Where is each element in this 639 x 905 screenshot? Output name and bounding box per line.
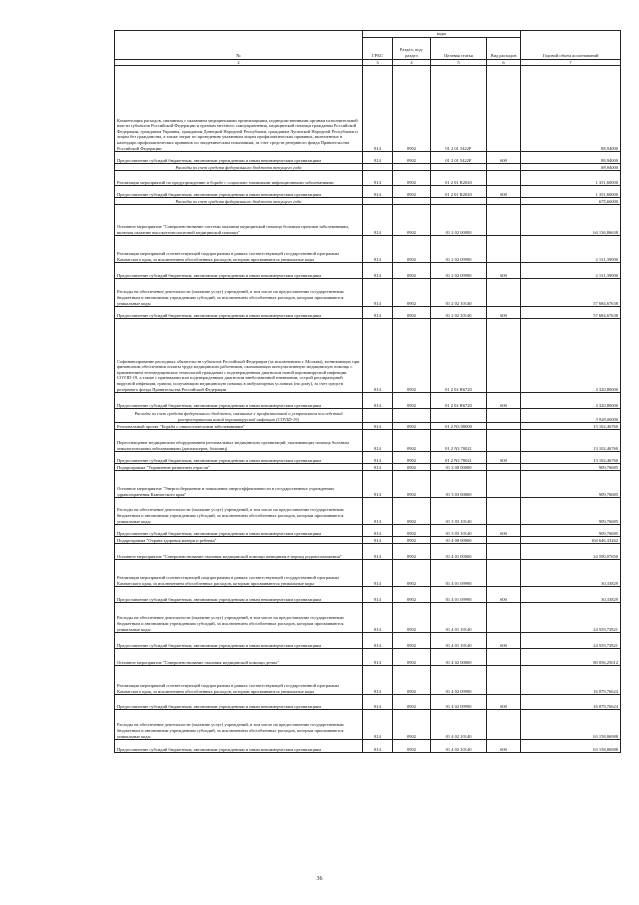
row-razdel: 0902 (393, 205, 431, 236)
row-target-article: 01 2 01 5422F (431, 66, 487, 152)
row-target-article: 01 2 N3 70021 (431, 430, 487, 452)
row-grbs: 814 (363, 452, 393, 464)
row-razdel: 0902 (393, 695, 431, 710)
row-target-article: 01 2 02 10140 (431, 279, 487, 307)
table-row (115, 319, 621, 393)
table-row (115, 409, 621, 423)
row-amount: 88,94000 (521, 164, 621, 171)
header-razdel: Раздел, под- раздел (393, 37, 431, 59)
row-razdel: 0902 (393, 587, 431, 603)
row-amount: 63 158,86988 (521, 710, 621, 740)
row-target-article: 01 2 N3 70021 (431, 452, 487, 464)
row-name: Предоставление субсидий бюджетным, автономным учреждениям и иным некоммерческим организациям (115, 393, 363, 409)
row-name: Компенсация расходов, связанных с оказанием медицинскими организациями, подведомственными органам исполнительной власти субъектов Российской Федерации и органам местного самоуправления, медицинской помощи гражданам Российской Федерации, гражданам Украины, гражданам Донецкой Народной Республики, гражданам Луганской Народной Республики и лицам без гражданства, а также затрат по проведению указанным лицам профилактических прививок, включенных в календарь профилактических прививок по эпидемическим показаниям, за счет средств резервного фонда Правительства Российской Федерации (115, 66, 363, 152)
row-grbs: 814 (363, 307, 393, 319)
table-row (115, 205, 621, 236)
row-expense-type: 600 (487, 263, 521, 279)
row-target-article: 01 4 02 10140 (431, 740, 487, 753)
row-target-article: 01 3 03 00000 (431, 471, 487, 498)
row-razdel (393, 198, 431, 205)
row-expense-type (487, 430, 521, 452)
table-row (115, 307, 621, 319)
row-grbs: 814 (363, 464, 393, 471)
header-target-article: Целевая статья (431, 37, 487, 59)
row-razdel: 0902 (393, 525, 431, 537)
row-razdel (393, 164, 431, 171)
row-razdel: 0902 (393, 471, 431, 498)
header-number-6: 6 (487, 59, 521, 66)
row-name: Подпрограмма "Управление развитием отрасли" (115, 464, 363, 471)
header-codes: коды (363, 31, 521, 38)
row-grbs: 814 (363, 471, 393, 498)
row-grbs: 814 (363, 236, 393, 263)
table-row (115, 186, 621, 198)
row-grbs: 814 (363, 152, 393, 164)
row-grbs (363, 409, 393, 423)
row-razdel: 0902 (393, 544, 431, 560)
row-expense-type (487, 319, 521, 393)
row-expense-type: 600 (487, 186, 521, 198)
row-target-article: 01 4 01 09990 (431, 560, 487, 587)
row-expense-type (487, 537, 521, 544)
row-name: Реализация мероприятий соответствующей подпрограммы в рамках соответствующей государственной программы Камчатского края, за исключением обособленных расходов, которым присваиваются уникальные коды (115, 560, 363, 587)
row-target-article: 01 2 02 R6720 (431, 393, 487, 409)
row-razdel: 0902 (393, 498, 431, 525)
row-name: Переоснащение медицинским оборудованием региональных медицинских организаций, оказывающих помощь больным онкологическими заболеваниями (диспансеров, больниц) (115, 430, 363, 452)
header-amount: Годовой объем ассигнований (521, 31, 621, 60)
row-expense-type (487, 198, 521, 205)
row-target-article: 01 2 01 R2020 (431, 186, 487, 198)
row-razdel: 0902 (393, 633, 431, 649)
row-grbs: 814 (363, 544, 393, 560)
row-target-article: 01 4 02 09990 (431, 666, 487, 695)
row-expense-type: 600 (487, 307, 521, 319)
row-expense-type (487, 498, 521, 525)
table-row (115, 464, 621, 471)
row-target-article (431, 409, 487, 423)
row-amount: 24 590,07650 (521, 544, 621, 560)
row-grbs: 814 (363, 740, 393, 753)
table-row (115, 537, 621, 544)
row-amount: 13 102,46760 (521, 423, 621, 430)
row-razdel: 0902 (393, 452, 431, 464)
row-expense-type (487, 171, 521, 186)
row-grbs: 814 (363, 603, 393, 633)
header-number-1: 2 (115, 59, 363, 66)
table-row (115, 695, 621, 710)
row-name: Расходы за счет средств федерального бюджета текущего года (115, 198, 363, 205)
row-amount: 13 102,46760 (521, 430, 621, 452)
table-row (115, 236, 621, 263)
row-grbs: 814 (363, 186, 393, 198)
row-grbs: 814 (363, 498, 393, 525)
table-row (115, 152, 621, 164)
row-amount: 909,76685 (521, 464, 621, 471)
row-amount: 16 879,76624 (521, 695, 621, 710)
row-target-article: 01 4 02 00000 (431, 649, 487, 666)
row-grbs: 814 (363, 666, 393, 695)
row-name: Предоставление субсидий бюджетным, автономным учреждениям и иным некоммерческим организациям (115, 740, 363, 753)
row-amount: 57 684,67638 (521, 307, 621, 319)
row-name: Основное мероприятие "Совершенствование оказания медицинской помощи женщинам в период родовспоможения" (115, 544, 363, 560)
row-amount: 909,76685 (521, 498, 621, 525)
table-row (115, 171, 621, 186)
row-name: Расходы на обеспечение деятельности (оказание услуг) учреждений, в том числе на предоставление государственным бюджетным и автономным учреждениям субсидий, за исключением обособленных расходов, которым присваиваются уникальные коды (115, 710, 363, 740)
row-grbs: 814 (363, 171, 393, 186)
row-expense-type (487, 603, 521, 633)
table-row (115, 393, 621, 409)
header-no: № (115, 31, 363, 60)
row-amount: 2 131,39000 (521, 263, 621, 279)
row-name: Расходы за счет средств федерального бюджета, связанные с профилактикой и устранением последствий распространения новой коронавирусной инфекции (COVID-19) (115, 409, 363, 423)
row-target-article: 01 4 01 09990 (431, 587, 487, 603)
table-row (115, 66, 621, 152)
table-row (115, 198, 621, 205)
row-grbs: 814 (363, 279, 393, 307)
row-amount: 13 102,46760 (521, 452, 621, 464)
row-name: Региональный проект "Борьба с онкологическими заболеваниями" (115, 423, 363, 430)
row-grbs: 814 (363, 560, 393, 587)
row-name: Реализация мероприятий по предупреждению и борьбе с социально значимыми инфекционными заболеваниями (115, 171, 363, 186)
row-name: Предоставление субсидий бюджетным, автономным учреждениям и иным некоммерческим организациям (115, 307, 363, 319)
row-razdel: 0902 (393, 307, 431, 319)
row-name: Предоставление субсидий бюджетным, автономным учреждениям и иным некоммерческим организациям (115, 587, 363, 603)
header-expense-type: Вид расходов (487, 37, 521, 59)
row-grbs: 814 (363, 587, 393, 603)
row-target-article: 01 4 02 09990 (431, 695, 487, 710)
row-name: Предоставление субсидий бюджетным, автономным учреждениям и иным некоммерческим организациям (115, 452, 363, 464)
row-name: Предоставление субсидий бюджетным, автономным учреждениям и иным некоммерческим организациям (115, 695, 363, 710)
row-razdel: 0902 (393, 279, 431, 307)
table-row (115, 471, 621, 498)
row-amount: 63 158,86988 (521, 740, 621, 753)
row-expense-type: 600 (487, 740, 521, 753)
row-razdel: 0902 (393, 710, 431, 740)
row-razdel: 0902 (393, 464, 431, 471)
header-number-5: 5 (431, 59, 487, 66)
row-amount: 24 559,73821 (521, 603, 621, 633)
budget-table (114, 30, 621, 753)
row-name: Расходы на обеспечение деятельности (оказание услуг) учреждений, в том числе на предоставление государственным бюджетным и автономным учреждениям субсидий, за исключением обособленных расходов, которым присваиваются уникальные коды (115, 498, 363, 525)
row-amount: 1 351,60000 (521, 171, 621, 186)
row-amount: 30,33829 (521, 560, 621, 587)
row-razdel: 0902 (393, 649, 431, 666)
row-target-article: 01 4 01 00000 (431, 544, 487, 560)
row-expense-type (487, 471, 521, 498)
row-target-article: 01 3 03 10140 (431, 525, 487, 537)
table-row (115, 710, 621, 740)
row-target-article: 01 2 02 09990 (431, 263, 487, 279)
row-amount: 4 320,80000 (521, 393, 621, 409)
row-razdel: 0902 (393, 603, 431, 633)
row-target-article: 01 2 02 00000 (431, 205, 487, 236)
row-expense-type: 600 (487, 587, 521, 603)
table-header (115, 31, 621, 66)
row-grbs: 814 (363, 263, 393, 279)
table-row (115, 430, 621, 452)
row-target-article: 01 4 01 10140 (431, 603, 487, 633)
row-amount: 909,76685 (521, 471, 621, 498)
row-razdel: 0902 (393, 537, 431, 544)
row-expense-type: 600 (487, 633, 521, 649)
row-razdel: 0902 (393, 186, 431, 198)
row-amount: 4 320,80000 (521, 319, 621, 393)
table-row (115, 498, 621, 525)
row-grbs: 814 (363, 633, 393, 649)
header-number-4: 4 (393, 59, 431, 66)
row-name: Расходы на обеспечение деятельности (оказание услуг) учреждений, в том числе на предоставление государственным бюджетным и автономным учреждениям субсидий, за исключением обособленных расходов, которым присваиваются уникальные коды (115, 279, 363, 307)
row-grbs: 814 (363, 649, 393, 666)
row-expense-type (487, 423, 521, 430)
row-amount: 88,94000 (521, 152, 621, 164)
row-name: Предоставление субсидий бюджетным, автономным учреждениям и иным некоммерческим организациям (115, 152, 363, 164)
row-expense-type (487, 205, 521, 236)
page-number: 36 (316, 876, 323, 882)
row-target-article: 01 2 01 5422F (431, 152, 487, 164)
row-expense-type: 600 (487, 393, 521, 409)
row-expense-type (487, 409, 521, 423)
row-amount: 64 136,86638 (521, 205, 621, 236)
row-amount: 909,76685 (521, 525, 621, 537)
table-row (115, 666, 621, 695)
row-target-article: 01 2 01 R2020 (431, 171, 487, 186)
row-expense-type (487, 66, 521, 152)
row-grbs: 814 (363, 710, 393, 740)
row-expense-type: 600 (487, 525, 521, 537)
row-razdel: 0902 (393, 393, 431, 409)
row-amount: 30,33829 (521, 587, 621, 603)
row-grbs: 814 (363, 205, 393, 236)
row-expense-type (487, 464, 521, 471)
row-razdel: 0902 (393, 740, 431, 753)
row-expense-type: 600 (487, 152, 521, 164)
table-row (115, 263, 621, 279)
row-razdel: 0902 (393, 171, 431, 186)
table-row (115, 423, 621, 430)
row-razdel (393, 409, 431, 423)
row-name: Расходы на обеспечение деятельности (оказание услуг) учреждений, в том числе на предоставление государственным бюджетным и автономным учреждениям субсидий, за исключением обособленных расходов, которым присваиваются уникальные коды (115, 603, 363, 633)
table-row (115, 740, 621, 753)
row-grbs: 814 (363, 423, 393, 430)
row-razdel: 0902 (393, 423, 431, 430)
table-row (115, 279, 621, 307)
row-expense-type (487, 236, 521, 263)
row-name: Предоставление субсидий бюджетным, автономным учреждениям и иным некоммерческим организациям (115, 633, 363, 649)
row-expense-type (487, 666, 521, 695)
row-expense-type (487, 560, 521, 587)
row-expense-type (487, 649, 521, 666)
header-number-7: 7 (521, 59, 621, 66)
row-grbs: 814 (363, 430, 393, 452)
row-name: Реализация мероприятий соответствующей подпрограммы в рамках соответствующей государственной программы Камчатского края, за исключением обособленных расходов, которым присваиваются уникальные коды (115, 666, 363, 695)
table-row (115, 633, 621, 649)
row-expense-type (487, 710, 521, 740)
row-razdel: 0902 (393, 560, 431, 587)
row-expense-type (487, 279, 521, 307)
table-body (115, 66, 621, 753)
row-razdel: 0902 (393, 263, 431, 279)
row-amount: 2 131,39000 (521, 236, 621, 263)
row-name: Основное мероприятие "Энергосбережение и повышение энергоэффективности в государственных учреждениях здравоохранения Камчатского края" (115, 471, 363, 498)
row-target-article: 01 2 02 09990 (431, 236, 487, 263)
row-amount: 1 351,60000 (521, 186, 621, 198)
row-grbs: 814 (363, 695, 393, 710)
row-grbs: 814 (363, 537, 393, 544)
row-name: Расходы за счет средств федерального бюджета текущего года (115, 164, 363, 171)
table-row (115, 452, 621, 464)
row-target-article (431, 164, 487, 171)
row-name: Основное мероприятие "Совершенствование оказания медицинской помощи детям" (115, 649, 363, 666)
table-row (115, 560, 621, 587)
row-target-article: 01 3 03 10140 (431, 498, 487, 525)
table-row (115, 544, 621, 560)
row-target-article: 01 2 02 R6720 (431, 319, 487, 393)
table-row (115, 525, 621, 537)
row-target-article: 01 2 N3 00000 (431, 423, 487, 430)
row-grbs: 814 (363, 393, 393, 409)
row-razdel: 0902 (393, 152, 431, 164)
row-razdel: 0902 (393, 66, 431, 152)
row-target-article (431, 198, 487, 205)
row-razdel: 0902 (393, 319, 431, 393)
row-name: Предоставление субсидий бюджетным, автономным учреждениям и иным некоммерческим организациям (115, 263, 363, 279)
row-razdel: 0902 (393, 430, 431, 452)
row-name: Основное мероприятие "Совершенствование системы оказания медицинской помощи больным прочими заболеваниями, включая оказание высокотехнологичной медицинской помощи" (115, 205, 363, 236)
row-expense-type (487, 544, 521, 560)
header-number-3: 3 (363, 59, 393, 66)
table-row (115, 587, 621, 603)
row-expense-type: 600 (487, 695, 521, 710)
table-row (115, 603, 621, 633)
row-amount: 80 056,25612 (521, 649, 621, 666)
row-target-article: 01 3 00 00000 (431, 464, 487, 471)
row-expense-type (487, 164, 521, 171)
row-amount: 3 928,00000 (521, 409, 621, 423)
row-grbs (363, 164, 393, 171)
table-row (115, 164, 621, 171)
row-amount: 57 684,67638 (521, 279, 621, 307)
row-razdel: 0902 (393, 236, 431, 263)
row-amount: 16 879,76624 (521, 666, 621, 695)
row-target-article: 01 4 00 00000 (431, 537, 487, 544)
row-amount: 88,94000 (521, 66, 621, 152)
table-row (115, 649, 621, 666)
row-name: Предоставление субсидий бюджетным, автономным учреждениям и иным некоммерческим организациям (115, 525, 363, 537)
row-target-article: 01 4 01 10140 (431, 633, 487, 649)
header-grbs: ГРБС (363, 37, 393, 59)
row-razdel: 0902 (393, 666, 431, 695)
row-amount: 24 559,73821 (521, 633, 621, 649)
row-grbs (363, 198, 393, 205)
row-name: Софинансирование расходных обязательств субъектов Российской Федерации (за исключением г. Москвы), возникающих при финансовом обеспечении оплаты труда медицинских работников, оказывающих консультативную медицинскую помощь с применением телемедицинских технологий гражданам с подтвержденным диагнозом новой коронавирусной инфекции COVID-19, а также с признаками или подтвержденным диагнозом внебольничной пневмонии, острой респираторной вирусной инфекции, гриппа, получающим медицинскую помощь в амбулаторных условиях (на дому), за счет средств резервного фонда Правительства Российской Федерации (115, 319, 363, 393)
row-grbs: 814 (363, 66, 393, 152)
row-grbs: 814 (363, 525, 393, 537)
row-amount: 675,60000 (521, 198, 621, 205)
row-grbs: 814 (363, 319, 393, 393)
row-expense-type: 600 (487, 452, 521, 464)
row-name: Предоставление субсидий бюджетным, автономным учреждениям и иным некоммерческим организациям (115, 186, 363, 198)
row-name: Реализация мероприятий соответствующей подпрограммы в рамках соответствующей государственной программы Камчатского края, за исключением обособленных расходов, которым присваиваются уникальные коды (115, 236, 363, 263)
row-target-article: 01 4 02 10140 (431, 710, 487, 740)
row-name: Подпрограмма "Охрана здоровья матери и ребенка" (115, 537, 363, 544)
row-target-article: 01 2 02 10140 (431, 307, 487, 319)
row-amount: 104 646,33262 (521, 537, 621, 544)
